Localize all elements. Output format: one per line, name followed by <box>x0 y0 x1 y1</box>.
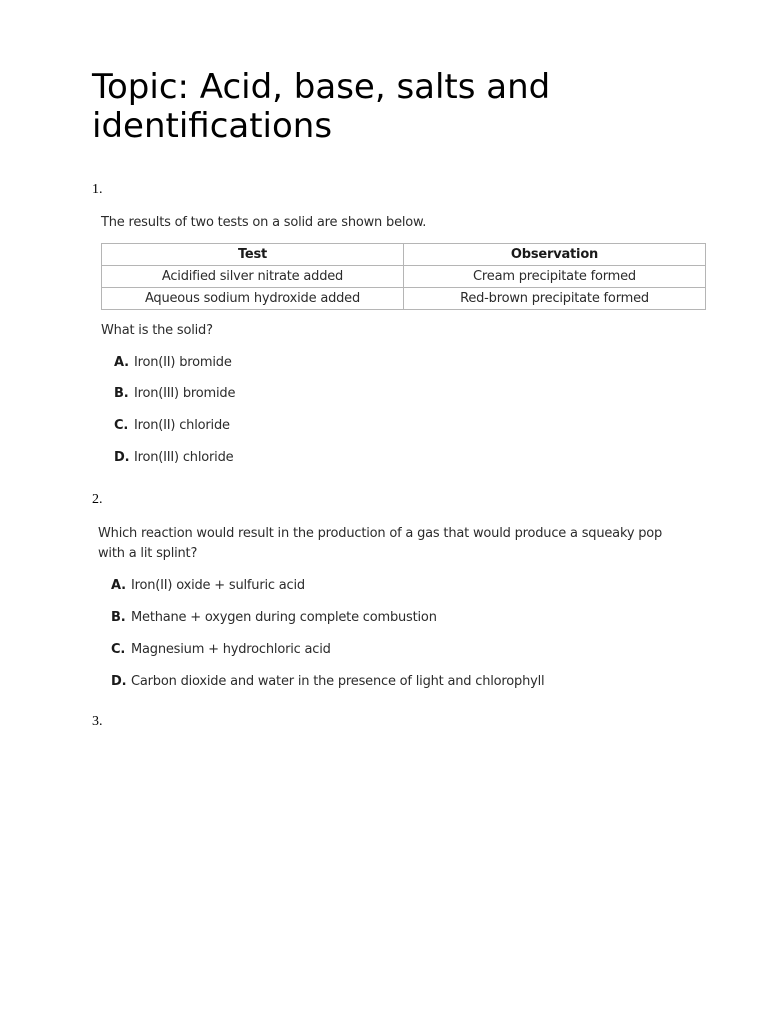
table-header-test: Test <box>102 244 404 266</box>
option-letter: A. <box>111 578 126 593</box>
page-title: Topic: Acid, base, salts and identifications <box>92 67 551 146</box>
question-1-intro: The results of two tests on a solid are shown below. <box>101 215 427 230</box>
table-header-observation: Observation <box>404 244 706 266</box>
question-2-option-d <box>111 673 544 691</box>
table-header-row <box>102 244 706 266</box>
option-letter: A. <box>114 355 129 370</box>
question-1-option-c <box>114 417 230 435</box>
question-1-option-b <box>114 385 235 403</box>
option-text: Iron(III) chloride <box>134 450 234 465</box>
table-cell-test: Acidified silver nitrate added <box>102 266 404 288</box>
option-text: Iron(II) oxide + sulfuric acid <box>131 578 305 593</box>
question-1-option-d <box>114 449 233 467</box>
option-text: Iron(II) chloride <box>134 418 230 433</box>
question-1-number: 1. <box>92 182 103 197</box>
results-table <box>101 243 706 310</box>
option-letter: B. <box>114 386 129 401</box>
option-letter: B. <box>111 610 126 625</box>
table-row <box>102 266 706 288</box>
option-text: Carbon dioxide and water in the presence of light and chlorophyll <box>131 674 545 689</box>
table-cell-test: Aqueous sodium hydroxide added <box>102 288 404 310</box>
table-row <box>102 288 706 310</box>
question-1-prompt: What is the solid? <box>101 323 213 338</box>
question-2-option-a <box>111 577 305 595</box>
question-2-number: 2. <box>92 492 103 507</box>
question-2-option-b <box>111 609 437 627</box>
option-text: Magnesium + hydrochloric acid <box>131 642 331 657</box>
option-letter: D. <box>111 674 127 689</box>
option-letter: D. <box>114 450 130 465</box>
table-cell-observation: Red-brown precipitate formed <box>404 288 706 310</box>
question-2-prompt-line-1: Which reaction would result in the production of a gas that would produce a squeaky pop <box>98 526 663 541</box>
option-text: Iron(III) bromide <box>134 386 236 401</box>
option-text: Iron(II) bromide <box>134 355 232 370</box>
option-letter: C. <box>114 418 129 433</box>
question-2-prompt-line-2: with a lit splint? <box>98 546 198 561</box>
option-letter: C. <box>111 642 126 657</box>
option-text: Methane + oxygen during complete combustion <box>131 610 437 625</box>
question-3-number: 3. <box>92 714 103 729</box>
question-1-option-a <box>114 354 232 372</box>
table-cell-observation: Cream precipitate formed <box>404 266 706 288</box>
question-2-option-c <box>111 641 331 659</box>
